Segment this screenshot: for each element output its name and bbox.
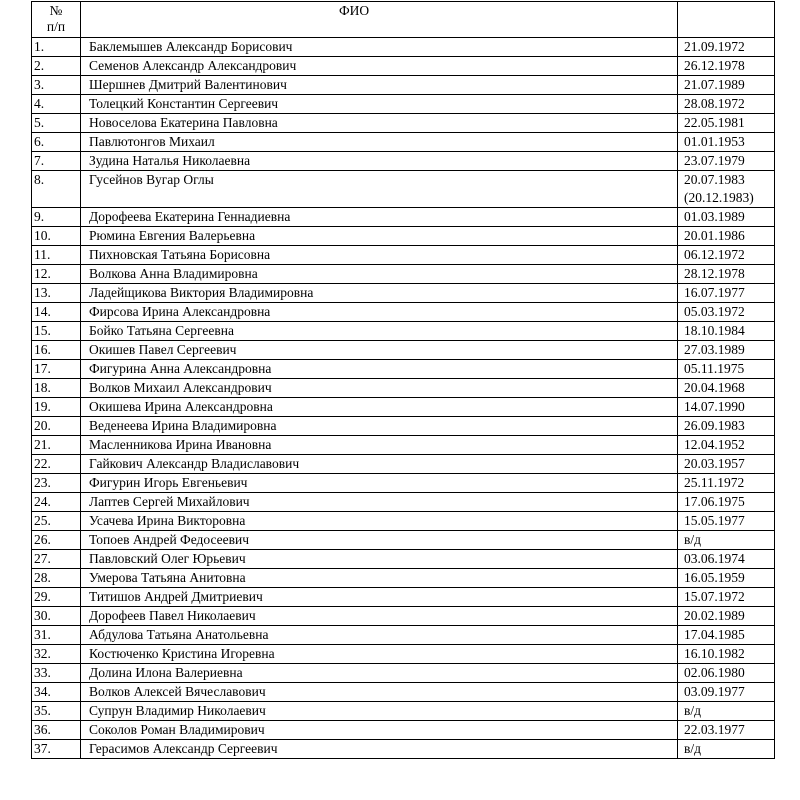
birth-date-value: 05.11.1975 bbox=[684, 361, 745, 376]
birth-date bbox=[678, 208, 775, 227]
birth-date-value: 05.03.1972 bbox=[684, 304, 745, 319]
table-row bbox=[32, 626, 775, 645]
person-full-name: Волкова Анна Владимировна bbox=[81, 265, 678, 284]
table-row bbox=[32, 227, 775, 246]
table-row bbox=[32, 152, 775, 171]
table-row bbox=[32, 531, 775, 550]
birth-date bbox=[678, 95, 775, 114]
birth-date bbox=[678, 303, 775, 322]
header-number bbox=[32, 2, 81, 38]
row-number: 11. bbox=[32, 246, 81, 265]
row-number: 14. bbox=[32, 303, 81, 322]
row-number: 17. bbox=[32, 360, 81, 379]
table-row bbox=[32, 664, 775, 683]
birth-date-value: 26.09.1983 bbox=[684, 418, 745, 433]
birth-date bbox=[678, 664, 775, 683]
birth-date bbox=[678, 702, 775, 721]
birth-date-value: 01.03.1989 bbox=[684, 209, 745, 224]
table-row bbox=[32, 246, 775, 265]
birth-date bbox=[678, 152, 775, 171]
person-full-name: Пихновская Татьяна Борисовна bbox=[81, 246, 678, 265]
row-number: 20. bbox=[32, 417, 81, 436]
table-row bbox=[32, 417, 775, 436]
person-full-name: Дорофеев Павел Николаевич bbox=[81, 607, 678, 626]
birth-date-value: 20.04.1968 bbox=[684, 380, 745, 395]
row-number: 24. bbox=[32, 493, 81, 512]
table-row bbox=[32, 38, 775, 57]
person-full-name: Абдулова Татьяна Анатольевна bbox=[81, 626, 678, 645]
birth-date-value: 21.09.1972 bbox=[684, 39, 745, 54]
birth-date bbox=[678, 607, 775, 626]
person-full-name: Умерова Татьяна Анитовна bbox=[81, 569, 678, 588]
row-number: 28. bbox=[32, 569, 81, 588]
row-number: 13. bbox=[32, 284, 81, 303]
table-row bbox=[32, 133, 775, 152]
birth-date bbox=[678, 531, 775, 550]
row-number: 32. bbox=[32, 645, 81, 664]
row-number: 31. bbox=[32, 626, 81, 645]
row-number: 34. bbox=[32, 683, 81, 702]
person-full-name: Окишев Павел Сергеевич bbox=[81, 341, 678, 360]
birth-date bbox=[678, 133, 775, 152]
birth-date bbox=[678, 76, 775, 95]
table-row bbox=[32, 455, 775, 474]
birth-date bbox=[678, 379, 775, 398]
birth-date-value: 17.06.1975 bbox=[684, 494, 745, 509]
person-full-name: Долина Илона Валериевна bbox=[81, 664, 678, 683]
person-full-name: Масленникова Ирина Ивановна bbox=[81, 436, 678, 455]
birth-date-value: 02.06.1980 bbox=[684, 665, 745, 680]
person-full-name: Окишева Ирина Александровна bbox=[81, 398, 678, 417]
birth-date-value: 25.11.1972 bbox=[684, 475, 745, 490]
row-number: 1. bbox=[32, 38, 81, 57]
table-row bbox=[32, 721, 775, 740]
birth-date-value: 17.04.1985 bbox=[684, 627, 745, 642]
birth-date-value: 16.10.1982 bbox=[684, 646, 745, 661]
birth-date bbox=[678, 360, 775, 379]
row-number: 10. bbox=[32, 227, 81, 246]
birth-date-value: 03.06.1974 bbox=[684, 551, 745, 566]
row-number: 23. bbox=[32, 474, 81, 493]
birth-date bbox=[678, 57, 775, 76]
table-row bbox=[32, 341, 775, 360]
header-number-symbol: № bbox=[49, 3, 63, 18]
person-full-name: Семенов Александр Александрович bbox=[81, 57, 678, 76]
birth-date-value: 12.04.1952 bbox=[684, 437, 745, 452]
row-number: 27. bbox=[32, 550, 81, 569]
row-number: 26. bbox=[32, 531, 81, 550]
person-full-name: Лаптев Сергей Михайлович bbox=[81, 493, 678, 512]
birth-date-value: 21.07.1989 bbox=[684, 77, 745, 92]
row-number: 22. bbox=[32, 455, 81, 474]
person-full-name: Гайкович Александр Владиславович bbox=[81, 455, 678, 474]
birth-date-value: 26.12.1978 bbox=[684, 58, 745, 73]
table-row bbox=[32, 550, 775, 569]
birth-date bbox=[678, 569, 775, 588]
birth-date bbox=[678, 284, 775, 303]
table-row bbox=[32, 379, 775, 398]
table-body bbox=[32, 38, 775, 759]
person-full-name: Баклемышев Александр Борисович bbox=[81, 38, 678, 57]
table-row bbox=[32, 569, 775, 588]
table-header bbox=[32, 2, 775, 38]
person-full-name: Дорофеева Екатерина Геннадиевна bbox=[81, 208, 678, 227]
person-full-name: Титишов Андрей Дмитриевич bbox=[81, 588, 678, 607]
row-number: 6. bbox=[32, 133, 81, 152]
person-full-name: Усачева Ирина Викторовна bbox=[81, 512, 678, 531]
row-number: 19. bbox=[32, 398, 81, 417]
birth-date-value: в/д bbox=[684, 741, 701, 756]
table-row bbox=[32, 360, 775, 379]
table-row bbox=[32, 607, 775, 626]
table-row bbox=[32, 57, 775, 76]
person-full-name: Павлютонгов Михаил bbox=[81, 133, 678, 152]
row-number: 36. bbox=[32, 721, 81, 740]
birth-date bbox=[678, 417, 775, 436]
row-number: 4. bbox=[32, 95, 81, 114]
person-full-name: Герасимов Александр Сергеевич bbox=[81, 740, 678, 759]
birth-date bbox=[678, 322, 775, 341]
alternate-birth-date: (20.12.1983) bbox=[684, 190, 754, 205]
table-row bbox=[32, 114, 775, 133]
birth-date-value: 14.07.1990 bbox=[684, 399, 745, 414]
person-full-name: Супрун Владимир Николаевич bbox=[81, 702, 678, 721]
person-full-name: Волков Михаил Александрович bbox=[81, 379, 678, 398]
birth-date bbox=[678, 38, 775, 57]
header-date bbox=[678, 2, 775, 38]
person-full-name: Рюмина Евгения Валерьевна bbox=[81, 227, 678, 246]
birth-date bbox=[678, 683, 775, 702]
birth-date bbox=[678, 246, 775, 265]
person-full-name: Соколов Роман Владимирович bbox=[81, 721, 678, 740]
table-row bbox=[32, 683, 775, 702]
table-row bbox=[32, 398, 775, 417]
birth-date bbox=[678, 512, 775, 531]
birth-date bbox=[678, 474, 775, 493]
row-number: 15. bbox=[32, 322, 81, 341]
person-full-name: Шершнев Дмитрий Валентинович bbox=[81, 76, 678, 95]
row-number: 33. bbox=[32, 664, 81, 683]
birth-date bbox=[678, 341, 775, 360]
person-full-name: Новоселова Екатерина Павловна bbox=[81, 114, 678, 133]
birth-date-value: 27.03.1989 bbox=[684, 342, 745, 357]
person-full-name: Фирсова Ирина Александровна bbox=[81, 303, 678, 322]
table-row bbox=[32, 645, 775, 664]
table-row bbox=[32, 474, 775, 493]
row-number: 30. bbox=[32, 607, 81, 626]
birth-date bbox=[678, 171, 775, 208]
birth-date bbox=[678, 645, 775, 664]
person-full-name: Павловский Олег Юрьевич bbox=[81, 550, 678, 569]
person-full-name: Веденеева Ирина Владимировна bbox=[81, 417, 678, 436]
row-number: 29. bbox=[32, 588, 81, 607]
table-row bbox=[32, 171, 775, 208]
person-full-name: Бойко Татьяна Сергеевна bbox=[81, 322, 678, 341]
birth-date-value: в/д bbox=[684, 532, 701, 547]
birth-date bbox=[678, 114, 775, 133]
row-number: 18. bbox=[32, 379, 81, 398]
person-full-name: Фигурина Анна Александровна bbox=[81, 360, 678, 379]
birth-date-value: 16.07.1977 bbox=[684, 285, 745, 300]
table-row bbox=[32, 265, 775, 284]
row-number: 9. bbox=[32, 208, 81, 227]
table-row bbox=[32, 95, 775, 114]
table-row bbox=[32, 702, 775, 721]
table-row bbox=[32, 512, 775, 531]
row-number: 5. bbox=[32, 114, 81, 133]
birth-date-value: 01.01.1953 bbox=[684, 134, 745, 149]
row-number: 16. bbox=[32, 341, 81, 360]
person-full-name: Фигурин Игорь Евгеньевич bbox=[81, 474, 678, 493]
birth-date bbox=[678, 588, 775, 607]
row-number: 25. bbox=[32, 512, 81, 531]
birth-date bbox=[678, 265, 775, 284]
birth-date bbox=[678, 227, 775, 246]
row-number: 12. bbox=[32, 265, 81, 284]
table-row bbox=[32, 588, 775, 607]
row-number: 35. bbox=[32, 702, 81, 721]
row-number: 37. bbox=[32, 740, 81, 759]
person-full-name: Зудина Наталья Николаевна bbox=[81, 152, 678, 171]
header-row bbox=[32, 2, 775, 38]
row-number: 8. bbox=[32, 171, 81, 208]
person-full-name: Костюченко Кристина Игоревна bbox=[81, 645, 678, 664]
table-row bbox=[32, 493, 775, 512]
person-full-name: Волков Алексей Вячеславович bbox=[81, 683, 678, 702]
header-number-abbrev: п/п bbox=[46, 19, 66, 34]
birth-date-value: 22.03.1977 bbox=[684, 722, 745, 737]
birth-date-value: 23.07.1979 bbox=[684, 153, 745, 168]
birth-date-value: 28.08.1972 bbox=[684, 96, 745, 111]
row-number: 3. bbox=[32, 76, 81, 95]
birth-date-value: 20.01.1986 bbox=[684, 228, 745, 243]
birth-date bbox=[678, 721, 775, 740]
birth-date-value: 18.10.1984 bbox=[684, 323, 745, 338]
birth-date-value: 20.02.1989 bbox=[684, 608, 745, 623]
person-full-name: Топоев Андрей Федосеевич bbox=[81, 531, 678, 550]
birth-date-value: 15.07.1972 bbox=[684, 589, 745, 604]
birth-date-value: 28.12.1978 bbox=[684, 266, 745, 281]
birth-date-value: 06.12.1972 bbox=[684, 247, 745, 262]
birth-date bbox=[678, 398, 775, 417]
row-number: 2. bbox=[32, 57, 81, 76]
table-row bbox=[32, 303, 775, 322]
birth-date-value: 20.03.1957 bbox=[684, 456, 745, 471]
table-row bbox=[32, 284, 775, 303]
birth-date-value: в/д bbox=[684, 703, 701, 718]
person-full-name: Ладейщикова Виктория Владимировна bbox=[81, 284, 678, 303]
header-full-name: ФИО bbox=[81, 2, 678, 38]
table-row bbox=[32, 208, 775, 227]
row-number: 7. bbox=[32, 152, 81, 171]
birth-date-value: 16.05.1959 bbox=[684, 570, 745, 585]
birth-date bbox=[678, 493, 775, 512]
roster-table bbox=[31, 1, 775, 759]
table-row bbox=[32, 740, 775, 759]
person-full-name: Толецкий Константин Сергеевич bbox=[81, 95, 678, 114]
birth-date-value: 03.09.1977 bbox=[684, 684, 745, 699]
row-number: 21. bbox=[32, 436, 81, 455]
table-row bbox=[32, 76, 775, 95]
birth-date bbox=[678, 455, 775, 474]
birth-date bbox=[678, 436, 775, 455]
birth-date-value: 15.05.1977 bbox=[684, 513, 745, 528]
birth-date bbox=[678, 550, 775, 569]
birth-date-value: 20.07.1983 bbox=[684, 172, 745, 187]
birth-date bbox=[678, 740, 775, 759]
table-row bbox=[32, 322, 775, 341]
table-row bbox=[32, 436, 775, 455]
birth-date-value: 22.05.1981 bbox=[684, 115, 745, 130]
person-full-name: Гусейнов Вугар Оглы bbox=[81, 171, 678, 208]
birth-date bbox=[678, 626, 775, 645]
